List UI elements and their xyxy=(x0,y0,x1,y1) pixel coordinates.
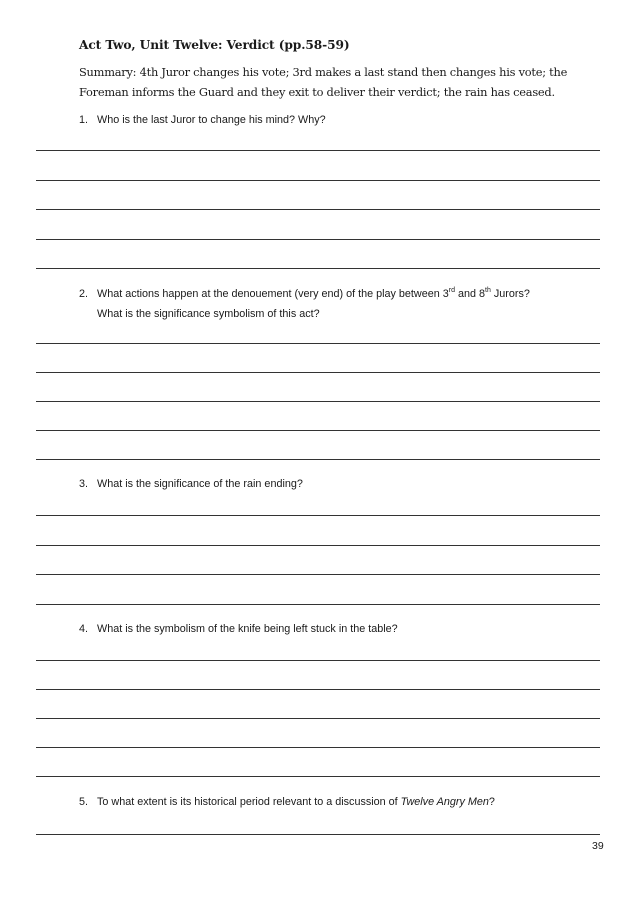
answer-line[interactable] xyxy=(36,604,600,605)
answer-line[interactable] xyxy=(36,660,600,661)
answer-line[interactable] xyxy=(36,515,600,516)
answer-line[interactable] xyxy=(36,150,600,151)
question-text: To what extent is its historical period relevant to a discussion of Twelve Angry Men? xyxy=(97,796,495,808)
question-number: 4. xyxy=(79,623,89,635)
superscript-th: th xyxy=(485,287,491,294)
question-text: What is the symbolism of the knife being left stuck in the table? xyxy=(97,623,398,635)
answer-line[interactable] xyxy=(36,209,600,210)
question-text-line2: What is the significance symbolism of this act? xyxy=(97,308,320,320)
answer-line[interactable] xyxy=(36,747,600,748)
question-text: What is the significance of the rain ending? xyxy=(97,478,303,490)
answer-line[interactable] xyxy=(36,343,600,344)
question-number: 1. xyxy=(79,114,89,126)
superscript-rd: rd xyxy=(448,287,455,294)
answer-line[interactable] xyxy=(36,545,600,546)
question-number: 5. xyxy=(79,796,89,808)
answer-line[interactable] xyxy=(36,718,600,719)
answer-line[interactable] xyxy=(36,239,600,240)
answer-line[interactable] xyxy=(36,459,600,460)
unit-title: Act Two, Unit Twelve: Verdict (pp.58-59) xyxy=(79,38,350,52)
question-number: 3. xyxy=(79,478,89,490)
page-number: 39 xyxy=(592,840,604,852)
answer-line[interactable] xyxy=(36,574,600,575)
question-text: What actions happen at the denouement (very end) of the play between 3rd and 8th Jurors? xyxy=(97,287,530,300)
answer-line[interactable] xyxy=(36,430,600,431)
answer-line[interactable] xyxy=(36,834,600,835)
answer-line[interactable] xyxy=(36,689,600,690)
answer-line[interactable] xyxy=(36,372,600,373)
answer-line[interactable] xyxy=(36,268,600,269)
question-number: 2. xyxy=(79,288,89,300)
answer-line[interactable] xyxy=(36,776,600,777)
answer-line[interactable] xyxy=(36,401,600,402)
answer-line[interactable] xyxy=(36,180,600,181)
question-text: Who is the last Juror to change his mind? Why? xyxy=(97,114,326,126)
unit-summary: Summary: 4th Juror changes his vote; 3rd makes a last stand then changes his vote; the Foreman informs the Guard and they exit to deliver their verdict; the rain has ceased. xyxy=(79,65,568,99)
play-title: Twelve Angry Men xyxy=(400,796,489,808)
